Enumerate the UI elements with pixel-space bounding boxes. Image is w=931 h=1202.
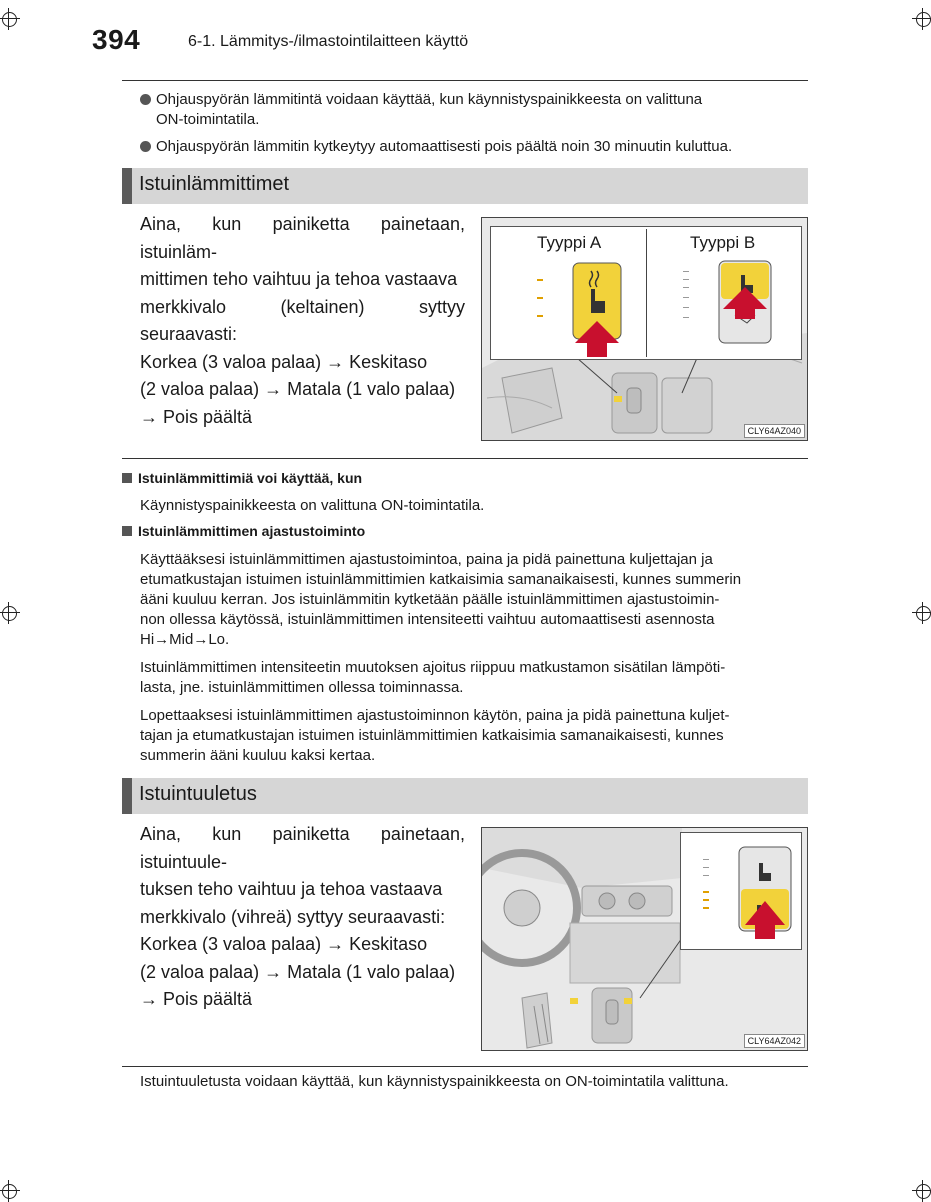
registration-mark-bottom-left-icon	[0, 1180, 20, 1202]
figure-code: CLY64AZ042	[744, 1034, 805, 1048]
timer-paragraph-line: non ollessa käytössä, istuinlämmittimen intensiteetti vaihtuu automaattisesti asennosta	[140, 611, 715, 628]
timer-paragraph-line: Käyttääksesi istuinlämmittimen ajastustoimintoa, paina ja pidä painettuna kuljettajan ja	[140, 551, 713, 568]
footer-note: Istuintuuletusta voidaan käyttää, kun käynnistyspainikkeesta on ON-toimintatila valittuna.	[140, 1073, 729, 1090]
timer-paragraph-line: Istuinlämmittimen intensiteetin muutoksen ajoitus riippuu matkustamon sisätilan lämpöti-	[140, 659, 726, 676]
section-divider	[122, 458, 808, 459]
seat-heaters-text	[140, 211, 465, 431]
seat-ventilation-text-line: (2 valoa palaa) → Matala (1 valo palaa)	[140, 961, 456, 982]
section-accent	[122, 778, 132, 814]
section-heading-seat-ventilation	[122, 778, 808, 814]
section-accent	[122, 168, 132, 204]
type-a-label: Tyyppi A	[537, 233, 602, 252]
timer-paragraph-2	[140, 658, 803, 698]
seat-ventilation-text-line: → Pois päältä	[140, 989, 253, 1009]
figure-code: CLY64AZ040	[744, 424, 805, 438]
seat-heaters-text-line: Aina, kun painiketta painetaan, istuinläm-	[140, 214, 465, 262]
subsection-timer-title: Istuinlämmittimen ajastustoiminto	[138, 523, 366, 539]
registration-mark-top-right-icon	[912, 8, 931, 30]
seat-heaters-text-line: (2 valoa palaa) → Matala (1 valo palaa)	[140, 379, 456, 399]
timer-paragraph-line: ääni kuuluu kerran. Jos istuinlämmitin kytketään päälle istuinlämmittimen ajastustoimin-	[140, 591, 720, 608]
seat-ventilation-text-line: tuksen teho vaihtuu ja tehoa vastaava	[140, 879, 443, 899]
type-b-switch-art	[647, 257, 797, 357]
intro-bullet-2-line1: Ohjauspyörän lämmitin kytkeytyy automaattisesti pois päältä noin 30 minuutin kuluttua.	[156, 138, 733, 155]
intro-bullet-1-line1: Ohjauspyörän lämmitintä voidaan käyttää, kun käynnistyspainikkeesta on valittuna	[156, 91, 703, 108]
seat-ventilation-text-line: Aina, kun painiketta painetaan, istuintuule-	[140, 824, 465, 872]
callout-panel-types	[490, 226, 802, 360]
timer-paragraph-1	[140, 550, 803, 650]
seat-heater-switch-illustration	[481, 217, 808, 441]
section-title: Istuinlämmittimet	[139, 173, 290, 195]
square-bullet-icon	[122, 526, 132, 536]
registration-mark-top-left-icon	[0, 8, 20, 30]
intro-bullet-1-cont	[156, 110, 824, 130]
bullet-dot-icon	[140, 94, 151, 105]
registration-mark-mid-right-icon	[912, 602, 931, 624]
subsection-timer-heading	[122, 523, 365, 539]
timer-paragraph-3	[140, 706, 803, 766]
seat-ventilation-text	[140, 821, 465, 1014]
seat-heaters-text-line: merkkivalo (keltainen) syttyy seuraavasti:	[140, 296, 465, 344]
registration-mark-mid-left-icon	[0, 602, 20, 624]
chapter-title: 6-1. Lämmitys-/ilmastointilaitteen käyttö	[188, 33, 469, 50]
seat-ventilation-switch-illustration	[481, 827, 808, 1051]
intro-bullet-2	[140, 137, 808, 157]
seat-ventilation-text-line: merkkivalo (vihreä) syttyy seuraavasti:	[140, 906, 446, 927]
seat-heaters-text-line: mittimen teho vaihtuu ja tehoa vastaava	[140, 269, 458, 289]
header-rule	[122, 80, 808, 81]
seat-heaters-text-line: → Pois päältä	[140, 406, 253, 427]
section-heading-seat-heaters	[122, 168, 808, 204]
type-b-label: Tyyppi B	[690, 233, 756, 252]
bullet-dot-icon	[140, 141, 151, 152]
ventilation-switch-art	[681, 833, 801, 949]
timer-paragraph-line: Lopettaaksesi istuinlämmittimen ajastustoiminnon käytön, paina ja pidä painettuna kuljet-	[140, 707, 730, 724]
timer-paragraph-line: tajan ja etumatkustajan istuimen istuinlämmittimien katkaisimia samanaikaisesti, kunnes	[140, 727, 724, 744]
section-divider	[122, 1066, 808, 1067]
registration-mark-bottom-right-icon	[912, 1180, 931, 1202]
subsection-usage-text: Käynnistyspainikkeesta on valittuna ON-toimintatila.	[140, 497, 485, 514]
timer-paragraph-line: lasta, jne. istuinlämmittimen ollessa toiminnassa.	[140, 679, 464, 696]
intro-bullet-1-line2: ON-toimintatila.	[156, 111, 260, 128]
seat-ventilation-text-line: Korkea (3 valoa palaa) → Keskitaso	[140, 934, 428, 954]
subsection-usage-title: Istuinlämmittimiä voi käyttää, kun	[138, 470, 363, 486]
subsection-usage-heading	[122, 470, 362, 486]
seat-heaters-text-line: Korkea (3 valoa palaa) → Keskitaso	[140, 351, 428, 372]
intro-bullet-1	[140, 90, 808, 110]
callout-panel-ventilation	[680, 832, 802, 950]
square-bullet-icon	[122, 473, 132, 483]
timer-paragraph-line: Hi→Mid→Lo.	[140, 631, 230, 648]
timer-paragraph-line: etumatkustajan istuimen istuinlämmittimien katkaisimia samanaikaisesti, kunnes summerin	[140, 571, 742, 588]
timer-paragraph-line: summerin ääni kuuluu kaksi kertaa.	[140, 747, 376, 764]
section-title: Istuintuuletus	[139, 783, 257, 805]
page-number: 394	[92, 24, 141, 55]
type-a-switch-art	[491, 257, 641, 357]
